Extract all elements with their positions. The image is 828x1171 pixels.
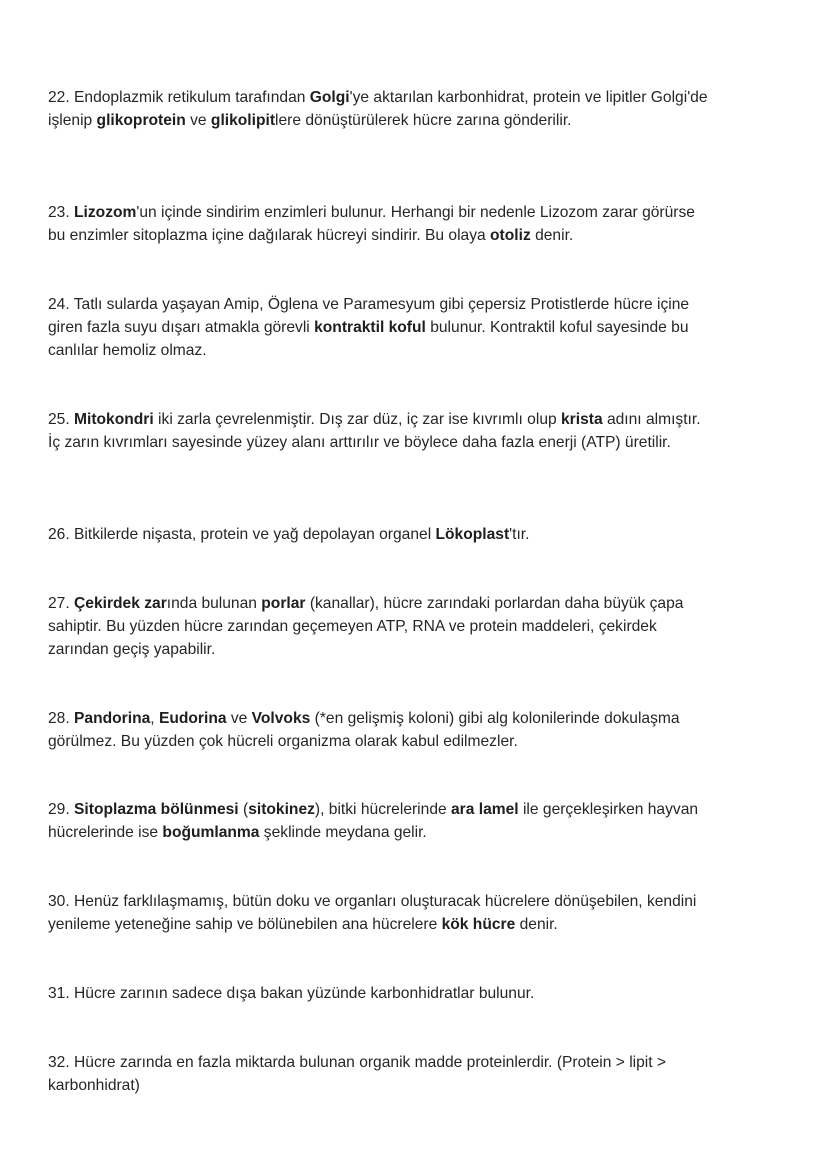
bold-term: Lizozom <box>74 204 137 221</box>
bold-term: glikoprotein <box>96 112 186 129</box>
text-segment: 27. <box>48 595 75 612</box>
text-segment: , <box>150 710 159 727</box>
paragraph-25 <box>48 408 708 454</box>
text-segment: şeklinde meydana gelir. <box>259 824 427 841</box>
text-segment: ve <box>226 710 252 727</box>
text-segment: adını almıştır. İç zarın kıvrımları sayesinde yüzey alanı arttırılır ve böylece daha fazla enerji (ATP) üretilir. <box>48 411 701 451</box>
paragraph-22 <box>48 86 708 132</box>
bold-term: sitokinez <box>248 801 315 818</box>
text-segment: ), bitki hücrelerinde <box>314 801 451 818</box>
bold-term: glikolipit <box>210 112 276 129</box>
bold-term: boğumlanma <box>162 824 260 841</box>
text-segment: 'un içinde sindirim enzimleri bulunur. Herhangi bir nedenle Lizozom zarar görürse bu enzimler sitoplazma içine dağılarak hücreyi sindirir. Bu olaya <box>48 204 695 244</box>
bold-term: Mitokondri <box>74 411 154 428</box>
text-segment: 22. Endoplazmik retikulum tarafından <box>48 89 310 106</box>
bold-term: Golgi <box>309 89 350 106</box>
paragraph-28 <box>48 707 708 753</box>
bold-term: krista <box>561 411 603 428</box>
text-segment: 24. Tatlı sularda yaşayan Amip, Öglena ve Paramesyum gibi çepersiz Protistlerde hücre içine giren fazla suyu dışarı atmakla görevli <box>48 296 690 336</box>
paragraph-26 <box>48 523 708 546</box>
text-segment: 25. <box>48 411 75 428</box>
bold-term: Lökoplast <box>435 526 510 543</box>
bold-term: kontraktil koful <box>314 319 426 336</box>
text-segment: ve <box>185 112 211 129</box>
text-segment: 29. <box>48 801 75 818</box>
text-segment: ile gerçekleşirken hayvan hücrelerinde ise <box>48 801 699 841</box>
text-segment: 'ye aktarılan karbonhidrat, protein ve lipitler Golgi'de işlenip <box>48 89 708 129</box>
paragraph-32 <box>48 1051 708 1097</box>
text-segment: ında bulunan <box>166 595 262 612</box>
bold-term: Sitoplazma bölünmesi <box>74 801 239 818</box>
bold-term: Eudorina <box>158 710 227 727</box>
bold-term: kök hücre <box>441 916 516 933</box>
text-segment: (kanallar), hücre zarındaki porlardan daha büyük çapa sahiptir. Bu yüzden hücre zarından geçemeyen ATP, RNA ve protein maddeleri, çekirdek zarından geçiş yapabilir. <box>48 595 684 658</box>
text-segment: 28. <box>48 710 75 727</box>
paragraph-27 <box>48 592 708 661</box>
paragraph-31 <box>48 982 708 1005</box>
text-segment: 'tır. <box>509 526 530 543</box>
text-segment: 26. Bitkilerde nişasta, protein ve yağ depolayan organel <box>48 526 436 543</box>
paragraph-24 <box>48 293 708 362</box>
paragraph-23 <box>48 201 708 247</box>
bold-term: Volvoks <box>251 710 311 727</box>
text-segment: iki zarla çevrelenmiştir. Dış zar düz, iç zar ise kıvrımlı olup <box>153 411 561 428</box>
bold-term: porlar <box>261 595 306 612</box>
paragraph-29 <box>48 798 708 844</box>
text-segment: 30. Henüz farklılaşmamış, bütün doku ve organları oluşturacak hücrelere dönüşebilen, kendini yenileme yeteneğine sahip ve bölünebilen ana hücrelere <box>48 893 697 933</box>
text-segment: ( <box>238 801 249 818</box>
text-segment: denir. <box>515 916 558 933</box>
text-segment: 31. Hücre zarının sadece dışa bakan yüzünde karbonhidratlar bulunur. <box>48 985 535 1002</box>
text-segment: bulunur. Kontraktil koful sayesinde bu canlılar hemoliz olmaz. <box>48 319 689 359</box>
bold-term: Çekirdek zar <box>74 595 167 612</box>
text-segment: denir. <box>530 227 574 244</box>
paragraph-30 <box>48 890 708 936</box>
text-segment: (*en gelişmiş koloni) gibi alg kolonilerinde dokulaşma görülmez. Bu yüzden çok hücreli organizma olarak kabul edilmezler. <box>48 710 680 750</box>
bold-term: otoliz <box>490 227 531 244</box>
text-segment: 23. <box>48 204 75 221</box>
bold-term: Pandorina <box>74 710 151 727</box>
text-segment: lere dönüştürülerek hücre zarına gönderilir. <box>275 112 572 129</box>
text-segment: 32. Hücre zarında en fazla miktarda bulunan organik madde proteinlerdir. (Protein > lipit > karbonhidrat) <box>48 1054 667 1094</box>
bold-term: ara lamel <box>451 801 519 818</box>
